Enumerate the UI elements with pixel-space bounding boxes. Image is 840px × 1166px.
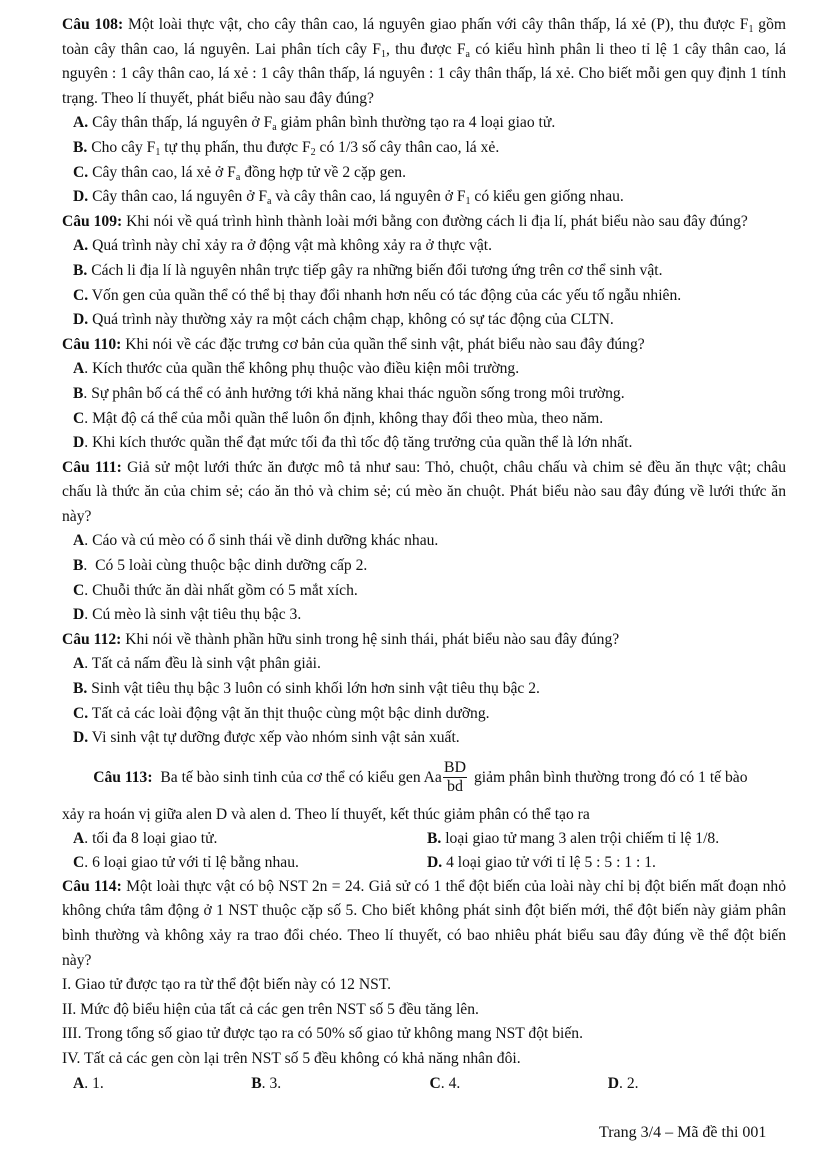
question-number: Câu 113: [93, 768, 153, 786]
question-stem [62, 210, 786, 235]
question-number: Câu 111: [62, 458, 122, 476]
answer-option-b[interactable] [73, 259, 786, 284]
text-run: Vi sinh vật tự dưỡng được xếp vào nhóm sinh vật sản xuất. [88, 729, 460, 747]
question-list [62, 13, 790, 751]
answer-option-d[interactable] [73, 185, 786, 210]
text-run: Chuỗi thức ăn dài nhất gồm có 5 mắt xích. [88, 581, 358, 599]
answer-option-b[interactable] [73, 554, 786, 579]
text-run: Cho cây F [87, 138, 156, 156]
answer-option-c[interactable] [73, 407, 786, 432]
option-label: B. [73, 138, 88, 156]
text-run: Khi kích thước quần thể đạt mức tối đa thì tốc độ tăng trưởng của quần thể là lớn nhất. [88, 434, 633, 452]
subscript: 2 [310, 146, 316, 158]
text-run: Khi nói về thành phần hữu sinh trong hệ sinh thái, phát biểu nào sau đây đúng? [121, 630, 620, 648]
text-run: Tất cả nấm đều là sinh vật phân giải. [88, 655, 321, 673]
option-label: C [73, 409, 85, 427]
answer-option-b[interactable] [73, 136, 786, 161]
option-label-dot: . [84, 532, 89, 550]
question-number: Câu 109: [62, 212, 123, 230]
text-run: Vốn gen của quần thể có thể bị thay đổi nhanh hơn nếu có tác động của các yếu tố ngẫu nhiên. [88, 286, 682, 304]
answer-option-c[interactable]: C. 6 loại giao tử với tỉ lệ bằng nhau. [73, 853, 299, 871]
statement-3: III. Trong tổng số giao tử được tạo ra có 50% số giao tử không mang NST đột biến. [62, 1025, 584, 1043]
option-label: D. [73, 729, 89, 747]
answer-option-b[interactable]: B. 3. [251, 1074, 282, 1092]
text-run: Sự phân bố cá thể có ảnh hưởng tới khả năng khai thác nguồn sống trong môi trường. [87, 384, 625, 402]
option-label: A [73, 655, 85, 673]
text-run: tự thụ phấn, thu được F [160, 138, 311, 156]
option-label: B [73, 384, 84, 402]
text-run: Quá trình này chỉ xảy ra ở động vật mà không xảy ra ở thực vật. [88, 237, 493, 255]
answer-option-c[interactable] [73, 161, 786, 186]
question-stem [62, 755, 786, 801]
answer-option-a[interactable]: A. 1. [73, 1074, 104, 1092]
question-number: Câu 114: [62, 877, 122, 895]
answer-option-c[interactable]: C. 4. [429, 1074, 461, 1092]
option-label-dot: . [84, 606, 89, 624]
text-run: Cây thân cao, lá nguyên ở F [88, 188, 268, 206]
answer-option-a[interactable] [73, 529, 786, 554]
subscript: a [272, 122, 277, 134]
question-stem [62, 875, 786, 973]
text-run: Khi nói về các đặc trưng cơ bản của quần thể sinh vật, phát biểu nào sau đây đúng? [121, 335, 645, 353]
question-109 [62, 210, 786, 333]
fraction-numerator: BD [443, 759, 467, 777]
answer-option-d[interactable] [73, 603, 786, 628]
option-label: D [73, 434, 85, 452]
option-label: C. [73, 704, 89, 722]
page-footer: Trang 3/4 – Mã đề thi 001 [599, 1124, 767, 1141]
answer-option-a[interactable] [73, 111, 786, 136]
option-label: A. [73, 114, 89, 132]
question-112 [62, 628, 786, 751]
question-stem [62, 628, 786, 653]
text-run: đồng hợp tử về 2 cặp gen. [240, 163, 406, 181]
statement-4: IV. Tất cả các gen còn lại trên NST số 5 đều không có khả năng nhân đôi. [62, 1049, 521, 1067]
question-number: Câu 112: [62, 630, 122, 648]
answer-option-b[interactable] [73, 677, 786, 702]
question-108 [62, 13, 790, 210]
text-run: có 1/3 số cây thân cao, lá xẻ. [315, 138, 500, 156]
answer-option-c[interactable] [73, 579, 786, 604]
text-run: và cây thân cao, lá nguyên ở F [271, 188, 466, 206]
answer-option-c[interactable] [73, 284, 786, 309]
exam-page [62, 13, 790, 1096]
option-label-dot: . [84, 360, 89, 378]
text-run: Giả sử một lưới thức ăn được mô tả như sau: Thỏ, chuột, châu chấu và chim sẻ đều ăn thực vật; châu chấu là thức ăn của chim sẻ; cáo ăn thỏ và chim sẻ; cú mèo ăn chuột. Phát biểu nào sau đây đúng về lưới thức ăn này? [62, 458, 790, 525]
option-label: C. [73, 163, 89, 181]
answer-option-a[interactable] [73, 652, 786, 677]
question-text: Ba tế bào sinh tinh của cơ thể có kiểu gen Aa [152, 768, 442, 786]
option-label-dot: . [84, 581, 89, 599]
option-label-dot: . [84, 434, 89, 452]
text-run: Quá trình này thường xảy ra một cách chậm chạp, không có sự tác động của CLTN. [88, 311, 614, 329]
option-label: B. [73, 261, 88, 279]
text-run: Cú mèo là sinh vật tiêu thụ bậc 3. [88, 606, 302, 624]
answer-row [73, 1072, 786, 1097]
question-111 [62, 456, 790, 628]
option-label: A. [73, 237, 89, 255]
subscript: a [465, 48, 470, 60]
question-stem [62, 333, 786, 358]
option-label: D. [73, 311, 89, 329]
option-label: C [73, 581, 85, 599]
answer-option-a[interactable] [73, 357, 786, 382]
question-number: Câu 110: [62, 335, 122, 353]
question-114 [62, 875, 786, 1096]
text-run: Khi nói về quá trình hình thành loài mới bằng con đường cách li địa lí, phát biểu nào sau đây đúng? [122, 212, 748, 230]
answer-option-b[interactable] [73, 382, 786, 407]
option-label: B. [73, 680, 88, 698]
answer-row [73, 851, 786, 875]
option-label-dot: . [84, 655, 89, 673]
question-number: Câu 108: [62, 16, 124, 33]
answer-row [73, 827, 786, 851]
subscript: a [267, 196, 272, 208]
option-label: D [73, 606, 85, 624]
genotype-fraction [443, 759, 467, 796]
option-label: C. [73, 286, 89, 304]
text-run: Sinh vật tiêu thụ bậc 3 luôn có sinh khối lớn hơn sinh vật tiêu thụ bậc 2. [87, 680, 540, 698]
question-text: Một loài thực vật có bộ NST 2n = 24. Giả sử có 1 thể đột biến của loài này chỉ bị đột biến mất đoạn nhỏ không chứa tâm động ở 1 NST thuộc cặp số 5. Cho biết không phát sinh đột biến mới, thể đột biến này giảm phân bình thường và không xảy ra trao đổi chéo. Theo lí thuyết, có bao nhiêu phát biểu sau đây đúng về thể đột biến này? [62, 877, 786, 969]
subscript: 1 [748, 24, 754, 35]
text-run: Kích thước của quần thể không phụ thuộc vào điều kiện môi trường. [88, 360, 520, 378]
text-run: Cây thân thấp, lá nguyên ở F [88, 114, 273, 132]
answer-option-b[interactable]: B. loại giao tử mang 3 alen trội chiếm tỉ lệ 1/8. [427, 829, 720, 847]
subscript: 1 [380, 48, 386, 60]
text-run: có kiểu hình phân li theo tỉ lệ 1 cây thân cao, lá nguyên : 1 cây thân cao, lá xẻ : 1 cây thân thấp, lá nguyên : 1 cây thân thấp, lá xẻ. Cho biết mỗi gen quy định 1 tính trạng. Theo lí thuyết, phát biểu nào sau đây đúng? [62, 40, 790, 107]
text-run: giảm phân bình thường tạo ra 4 loại giao tử. [276, 114, 556, 132]
statement-1: I. Giao tử được tạo ra từ thể đột biến này có 12 NST. [62, 976, 392, 994]
answer-option-d[interactable]: D. 2. [607, 1074, 639, 1092]
question-text: giảm phân bình thường trong đó có 1 tế bào [470, 768, 748, 786]
question-110 [62, 333, 786, 456]
text-run: gồm toàn cây thân cao, lá nguyên. Lai phân tích cây F [62, 16, 790, 58]
answer-option-a[interactable] [73, 234, 786, 259]
subscript: a [235, 171, 241, 183]
statement-2: II. Mức độ biểu hiện của tất cả các gen trên NST số 5 đều tăng lên. [62, 1000, 479, 1018]
subscript: 1 [155, 146, 161, 158]
text-run: Cách li địa lí là nguyên nhân trực tiếp gây ra những biến đổi tương ứng trên cơ thể sinh vật. [87, 261, 663, 279]
option-label: A [73, 532, 85, 550]
question-text: xảy ra hoán vị giữa alen D và alen d. Theo lí thuyết, kết thúc giảm phân có thể tạo ra [62, 805, 590, 823]
answer-option-d[interactable]: D. 4 loại giao tử với tỉ lệ 5 : 5 : 1 : 1. [427, 853, 656, 871]
text-run: Có 5 loài cùng thuộc bậc dinh dưỡng cấp 2. [87, 557, 368, 575]
text-run: có kiểu gen giống nhau. [470, 188, 624, 206]
answer-option-c[interactable] [73, 702, 786, 727]
text-run: , thu được F [385, 40, 466, 58]
subscript: 1 [465, 196, 471, 208]
text-run: Mật độ cá thể của mỗi quần thể luôn ổn định, không thay đổi theo mùa, theo năm. [88, 409, 604, 427]
option-label: B [73, 557, 84, 575]
answer-option-d[interactable] [73, 431, 786, 456]
question-stem [62, 13, 790, 111]
fraction-denominator: bd [446, 778, 463, 796]
option-label-dot: . [84, 409, 89, 427]
option-label: A [73, 360, 85, 378]
text-run: Một loài thực vật, cho cây thân cao, lá nguyên giao phấn với cây thân thấp, lá xẻ (P), thu được F [123, 16, 749, 33]
question-113 [62, 755, 786, 875]
text-run: Cây thân cao, lá xẻ ở F [88, 163, 236, 181]
option-label-dot: . [83, 557, 88, 575]
option-label-dot: . [83, 384, 88, 402]
answer-option-a[interactable]: A. tối đa 8 loại giao tử. [73, 829, 218, 847]
question-stem [62, 456, 790, 530]
answer-option-d[interactable] [73, 308, 786, 333]
text-run: Cáo và cú mèo có ổ sinh thái về dinh dưỡng khác nhau. [88, 532, 439, 550]
option-label: D. [73, 188, 89, 206]
text-run: Tất cả các loài động vật ăn thịt thuộc cùng một bậc dinh dưỡng. [88, 704, 490, 722]
